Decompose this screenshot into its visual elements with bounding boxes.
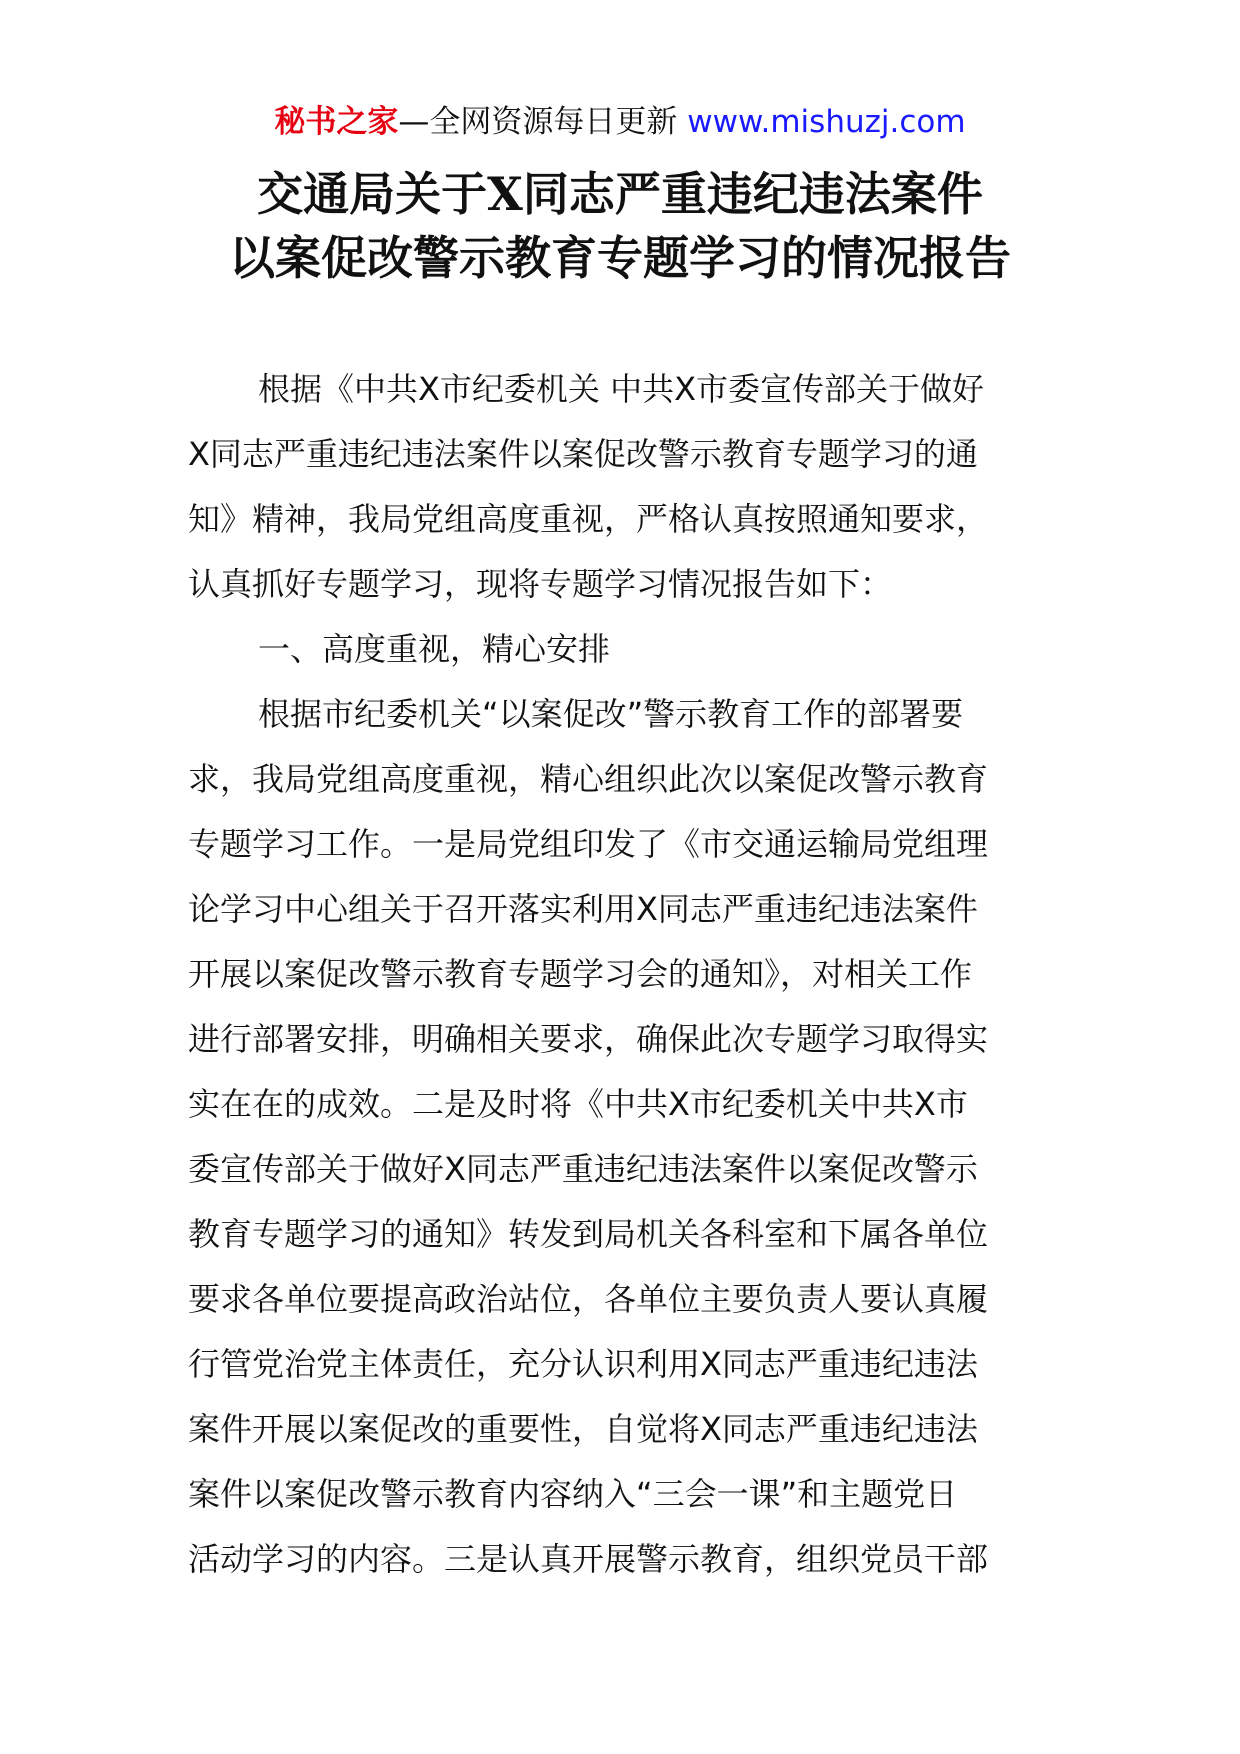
body-line: 根据市纪委机关“以案促改”警示教育工作的部署要 xyxy=(258,695,964,733)
body-line: 求，我局党组高度重视，精心组织此次以案促改警示教育 xyxy=(188,760,989,798)
body-line: 论学习中心组关于召开落实利用X同志严重违纪违法案件 xyxy=(188,890,978,928)
header-tagline: —全网资源每日更新 xyxy=(398,104,688,140)
body-line: 案件以案促改警示教育内容纳入“三会一课”和主题党日 xyxy=(188,1475,958,1513)
site-header xyxy=(0,100,1240,144)
body-line: 要求各单位要提高政治站位，各单位主要负责人要认真履 xyxy=(188,1280,989,1318)
document-body xyxy=(188,357,1054,1592)
section-heading: 一、高度重视，精心安排 xyxy=(258,630,611,668)
body-line: 行管党治党主体责任，充分认识利用X同志严重违纪违法 xyxy=(188,1345,978,1383)
body-line: 进行部署安排，明确相关要求，确保此次专题学习取得实 xyxy=(188,1020,989,1058)
body-line: 案件开展以案促改的重要性，自觉将X同志严重违纪违法 xyxy=(188,1410,978,1448)
brand-name: 秘书之家 xyxy=(274,104,399,140)
body-line: 知》精神，我局党组高度重视，严格认真按照通知要求， xyxy=(188,500,989,538)
body-line: 开展以案促改警示教育专题学习会的通知》，对相关工作 xyxy=(188,955,973,993)
document-title-line-2: 以案促改警示教育专题学习的情况报告 xyxy=(229,231,1011,285)
body-line: 活动学习的内容。三是认真开展警示教育，组织党员干部 xyxy=(188,1540,989,1578)
body-line: 根据《中共X市纪委机关 中共X市委宣传部关于做好 xyxy=(258,370,985,408)
body-line: 实在在的成效。二是及时将《中共X市纪委机关中共X市 xyxy=(188,1085,968,1123)
body-line: 委宣传部关于做好X同志严重违纪违法案件以案促改警示 xyxy=(188,1150,978,1188)
site-url-link[interactable]: www.mishuzj.com xyxy=(687,104,966,140)
body-line: 认真抓好专题学习，现将专题学习情况报告如下： xyxy=(188,565,893,603)
body-line: 专题学习工作。一是局党组印发了《市交通运输局党组理 xyxy=(188,825,989,863)
document-title-line-1: 交通局关于X同志严重违纪违法案件 xyxy=(257,167,983,221)
body-line: X同志严重违纪违法案件以案促改警示教育专题学习的通 xyxy=(188,435,978,473)
body-line: 教育专题学习的通知》转发到局机关各科室和下属各单位 xyxy=(188,1215,989,1253)
